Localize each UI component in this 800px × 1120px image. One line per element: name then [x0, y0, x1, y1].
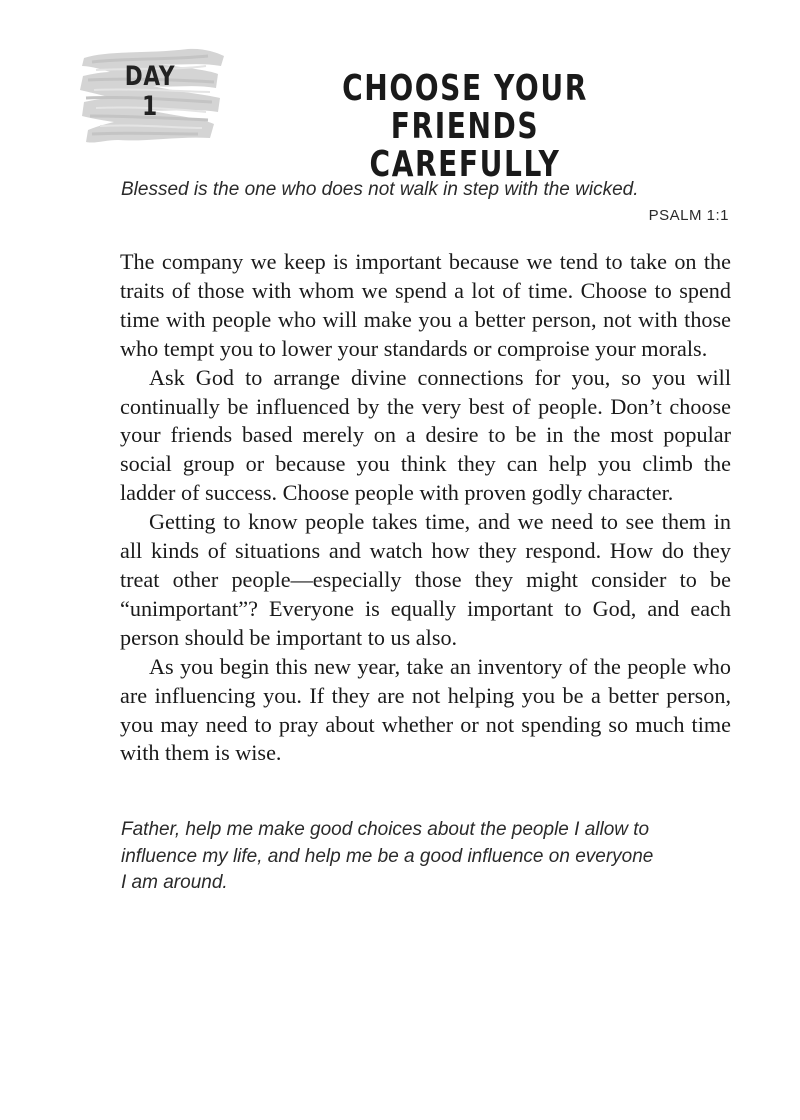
prayer-line-1: Father, help me make good choices about the people I allow to	[121, 819, 650, 840]
prayer-line-3: I am around.	[121, 872, 228, 893]
body-paragraph-2: Ask God to arrange divine connections for you, so you will continually be influenced by the very best of people. Don’t choose your friends based merely on a desire to be in the most popular social group or because you think they can help you climb the ladder of success. Choose people with proven godly character.	[120, 364, 731, 506]
day-label: DAY	[124, 61, 176, 92]
body-paragraph-3: Getting to know people takes time, and we need to see them in all kinds of situations and watch how they respond. How do they treat other people—especially those they might consider to be “unimportant”? Everyone is equally important to God, and each person should be important to us also.	[120, 509, 731, 650]
day-label-block	[124, 62, 175, 122]
day-number: 1	[142, 91, 158, 122]
scripture-reference: PSALM 1:1	[648, 207, 729, 224]
scripture-quote: Blessed is the one who does not walk in step with the wicked.	[121, 179, 639, 200]
day-badge	[78, 44, 228, 154]
devotional-body	[120, 248, 731, 768]
body-paragraph-4: As you begin this new year, take an inventory of the people who are influencing you. If they are not helping you be a better person, you may need to pray about whether or not spending so much time with them is wise.	[120, 653, 731, 766]
title-line-2: CAREFULLY	[369, 144, 561, 185]
title-line-1: CHOOSE YOUR FRIENDS	[342, 68, 588, 147]
page-title	[297, 70, 632, 184]
prayer-line-2: influence my life, and help me be a good influence on everyone	[121, 845, 654, 867]
closing-prayer	[121, 817, 701, 897]
body-paragraph-1: The company we keep is important because we tend to take on the traits of those with whom we spend a lot of time. Choose to spend time with people who will make you a better person, not with those who tempt you to lower your standards or comproise your morals.	[120, 249, 731, 361]
